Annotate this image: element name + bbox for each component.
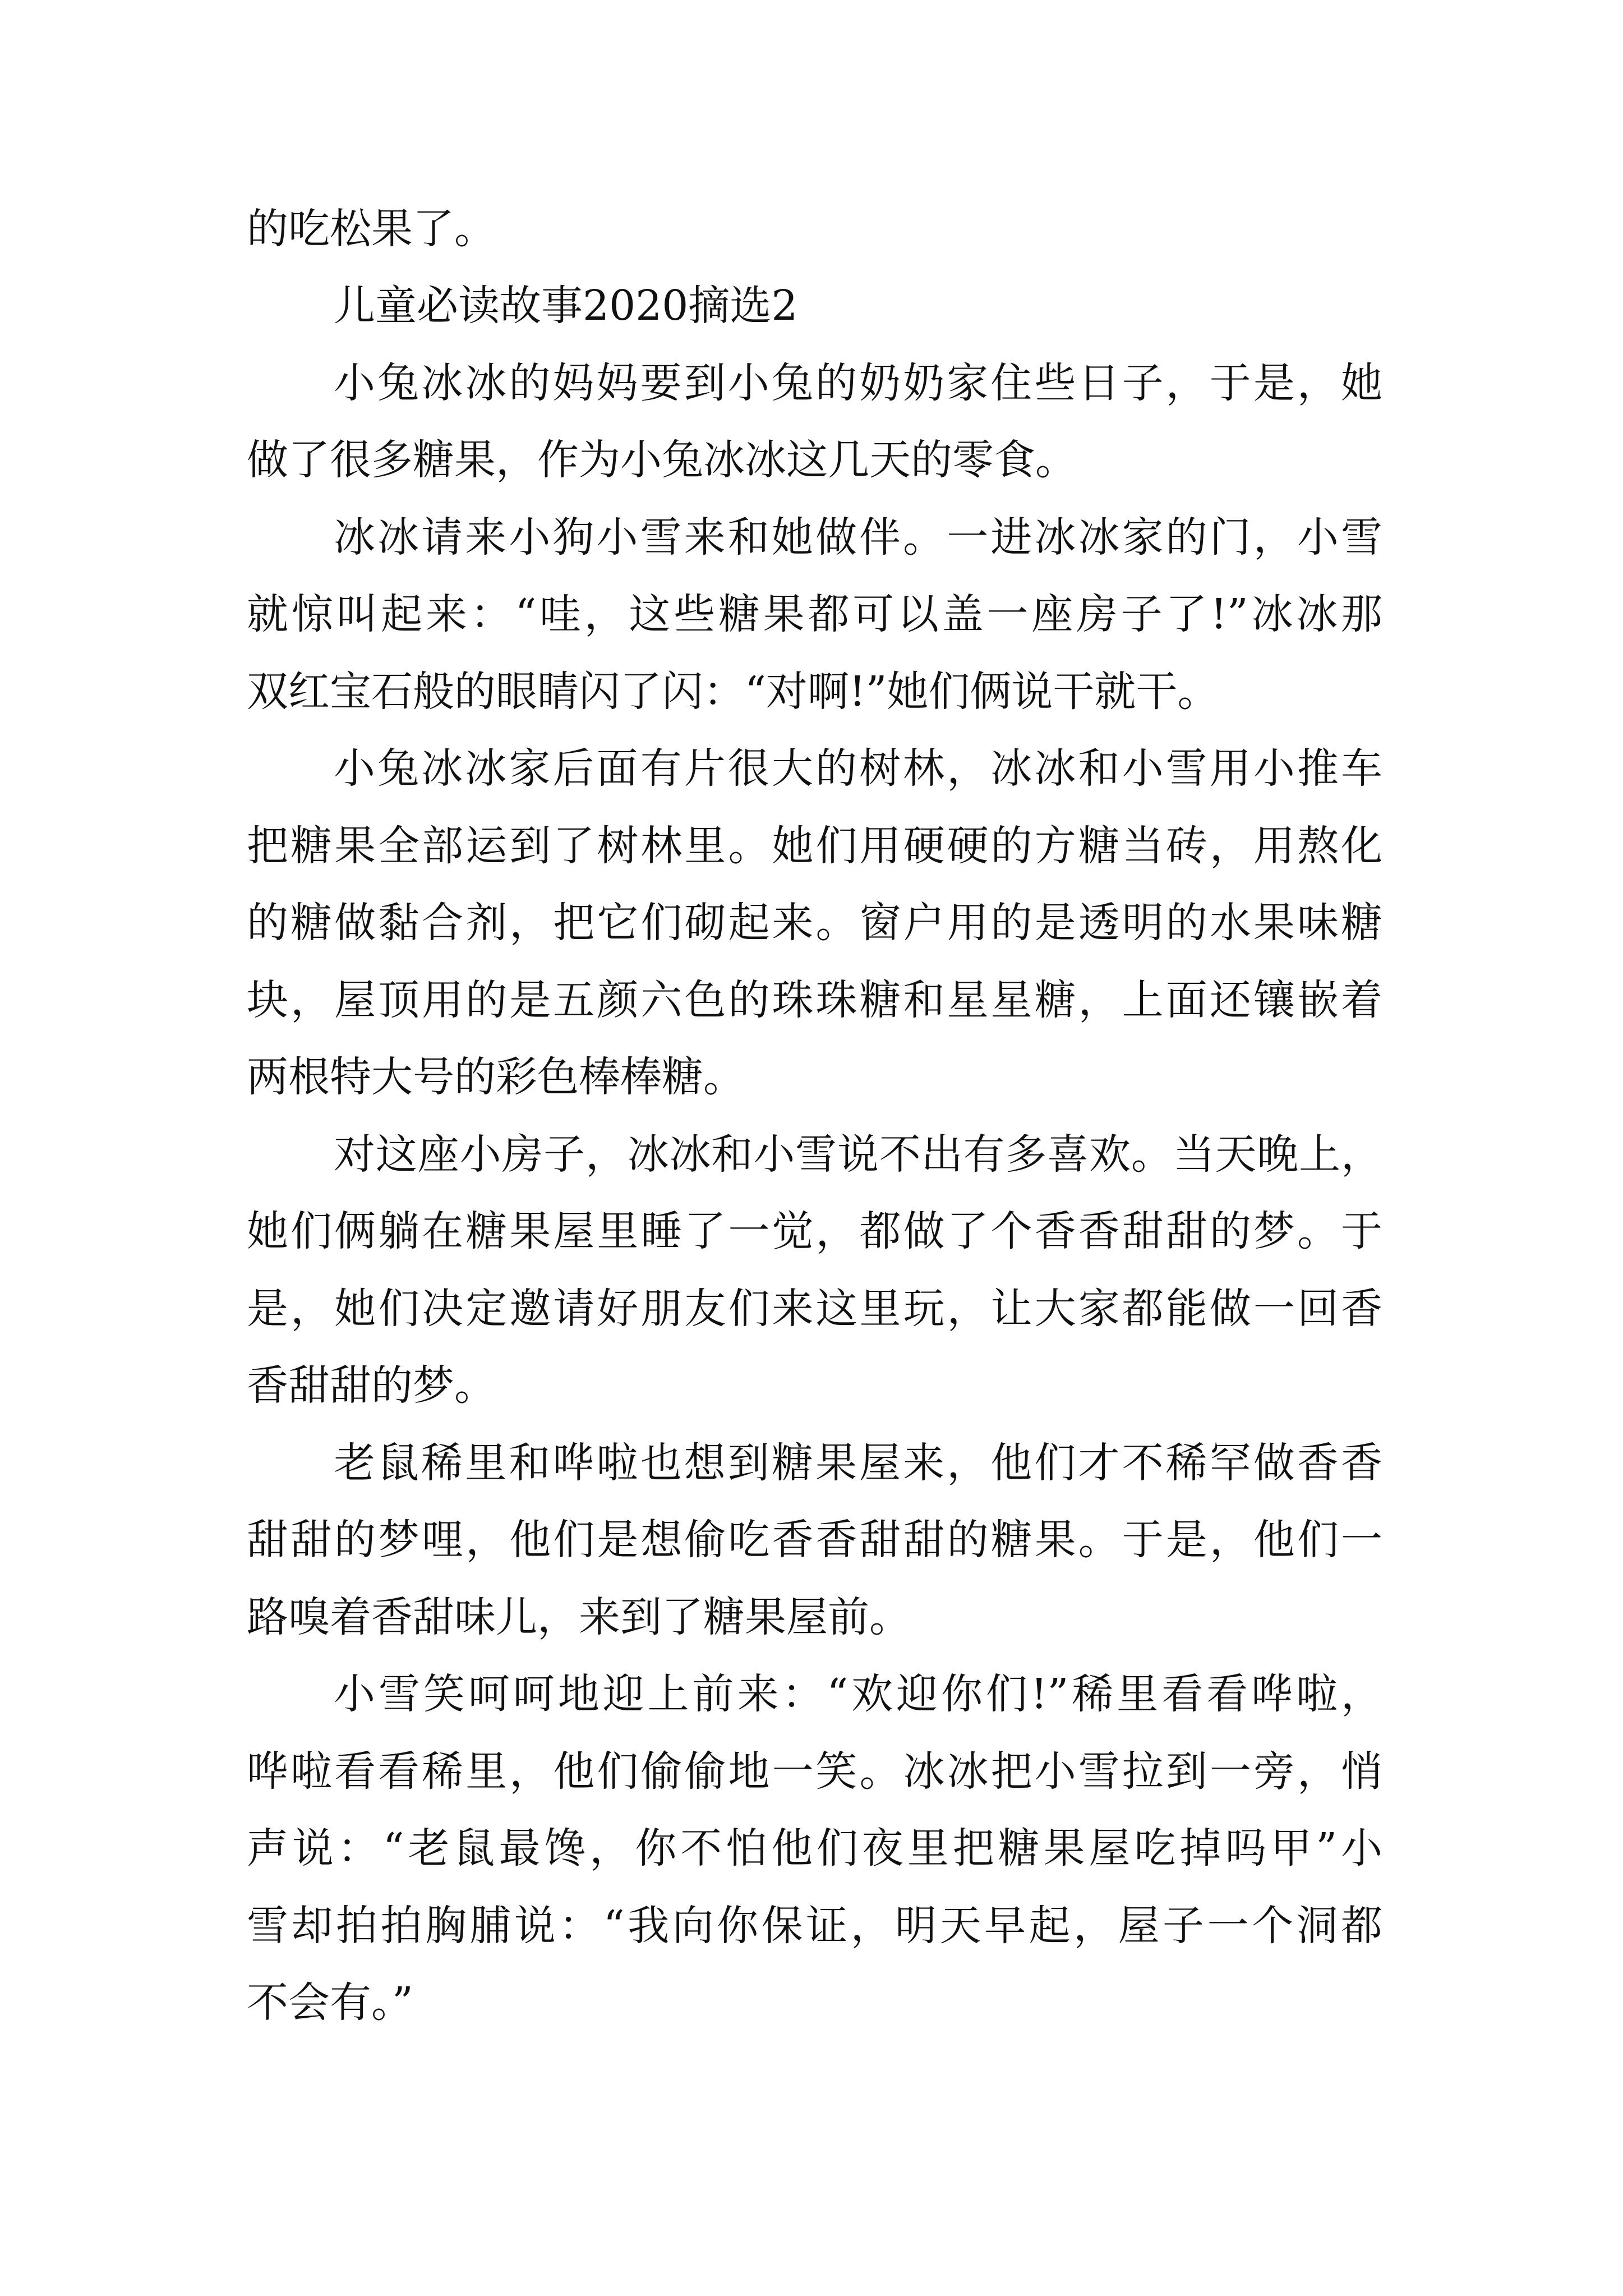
text-line: 香甜甜的梦。	[247, 1361, 496, 1410]
text-line: 小兔冰冰的妈妈要到小兔的奶奶家住些日子，于是，她	[334, 359, 1382, 407]
text-line: 双红宝石般的眼睛闪了闪：“对啊!”她们俩说干就干。	[247, 668, 1219, 716]
text-line: 小雪笑呵呵地迎上前来：“欢迎你们!”稀里看看哗啦，	[334, 1670, 1382, 1718]
section-heading: 儿童必读故事2020摘选2	[334, 282, 798, 330]
text-line: 把糖果全部运到了树林里。她们用硬硬的方糖当砖，用熬化	[247, 822, 1382, 870]
text-line: 两根特大号的彩色棒棒糖。	[247, 1053, 745, 1101]
text-line: 是，她们决定邀请好朋友们来这里玩，让大家都能做一回香	[247, 1285, 1382, 1333]
text-line: 对这座小房子，冰冰和小雪说不出有多喜欢。当天晚上，	[334, 1130, 1382, 1179]
text-line: 冰冰请来小狗小雪来和她做伴。一进冰冰家的门，小雪	[334, 513, 1382, 562]
text-line: 的糖做黏合剂，把它们砌起来。窗户用的是透明的水果味糖	[247, 899, 1382, 947]
text-line: 老鼠稀里和哗啦也想到糖果屋来，他们才不稀罕做香香	[334, 1439, 1382, 1487]
text-line: 做了很多糖果，作为小兔冰冰这几天的零食。	[247, 436, 1077, 484]
text-line: 小兔冰冰家后面有片很大的树林，冰冰和小雪用小推车	[334, 744, 1382, 793]
text-line: 不会有。”	[247, 1978, 413, 2027]
text-line: 的吃松果了。	[247, 205, 496, 253]
text-line: 路嗅着香甜味儿，来到了糖果屋前。	[247, 1593, 911, 1641]
text-line: 雪却拍拍胸脯说：“我向你保证，明天早起，屋子一个洞都	[247, 1902, 1382, 1950]
text-line: 她们俩躺在糖果屋里睡了一觉，都做了个香香甜甜的梦。于	[247, 1207, 1382, 1255]
text-line: 块，屋顶用的是五颜六色的珠珠糖和星星糖，上面还镶嵌着	[247, 976, 1382, 1024]
text-line: 就惊叫起来：“哇，这些糖果都可以盖一座房子了!”冰冰那	[247, 590, 1382, 638]
text-line: 甜甜的梦哩，他们是想偷吃香香甜甜的糖果。于是，他们一	[247, 1516, 1382, 1564]
text-line: 声说：“老鼠最馋，你不怕他们夜里把糖果屋吃掉吗甲”小	[247, 1824, 1382, 1872]
text-line: 哗啦看看稀里，他们偷偷地一笑。冰冰把小雪拉到一旁，悄	[247, 1747, 1382, 1796]
